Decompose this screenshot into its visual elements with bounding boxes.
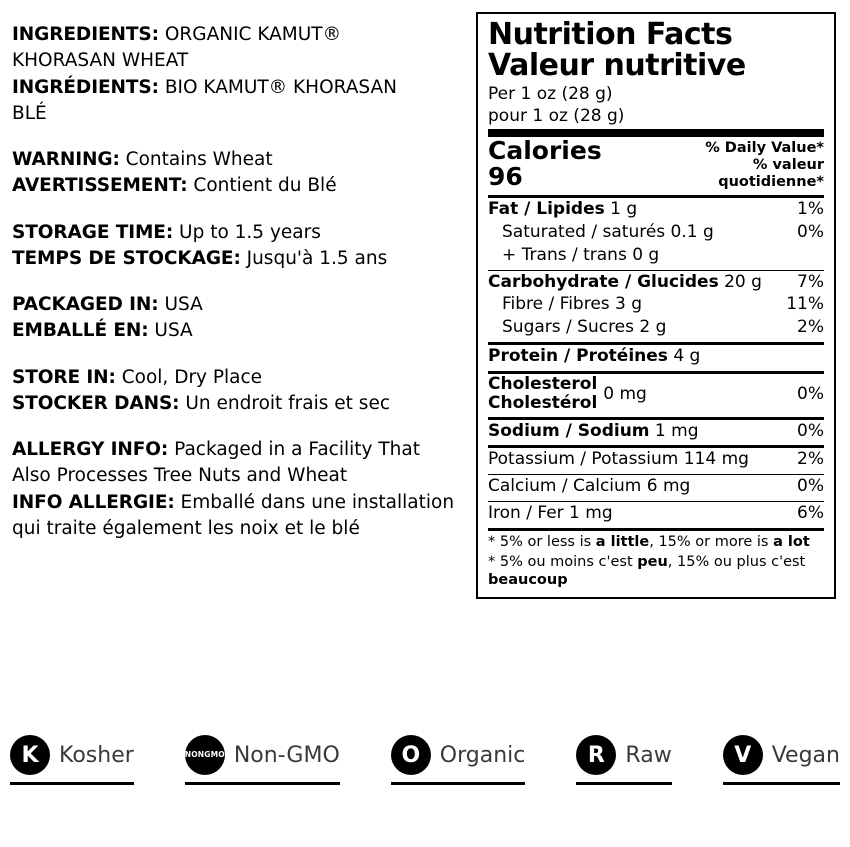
badge-underline — [723, 782, 840, 785]
product-info-panel — [12, 22, 462, 562]
daily-value-header — [644, 140, 824, 190]
protein-row — [488, 345, 824, 368]
info-line — [12, 22, 462, 48]
footnote-en-bold-1: a little — [595, 533, 650, 550]
nutrient-row-fat — [488, 198, 824, 221]
badge-label: Organic — [439, 742, 526, 768]
badge-underline — [391, 782, 526, 785]
info-line — [12, 75, 462, 101]
badge-vegan — [723, 735, 840, 775]
mineral-label: Potassium / Potassium 114 mg — [488, 449, 749, 470]
badge-underline — [10, 782, 134, 785]
nutrient-dv: 0% — [797, 222, 824, 243]
info-label: STORE IN: — [12, 366, 116, 388]
info-value: BLÉ — [12, 102, 47, 124]
mineral-row-iron — [488, 502, 824, 525]
badge-label: Raw — [625, 742, 672, 768]
cholesterol-amount: 0 mg — [603, 383, 647, 404]
nutrient-dv: 7% — [797, 271, 824, 292]
info-line — [12, 318, 462, 344]
nutrient-label: Fibre / Fibres 3 g — [502, 294, 643, 315]
nutrient-row-carbohydrate — [488, 271, 824, 294]
info-block-allergy-info — [12, 437, 462, 542]
nutrient-row-saturated — [488, 221, 824, 244]
daily-value-fr: % valeur quotidienne* — [718, 157, 824, 190]
nutrition-title-en: Nutrition Facts — [488, 17, 733, 52]
nutrient-rows — [488, 198, 824, 338]
badge-non-gmo — [185, 735, 340, 775]
badge-organic — [391, 735, 526, 775]
info-value: qui traite également les noix et le blé — [12, 517, 360, 539]
calories-row — [488, 137, 824, 193]
info-value: KHORASAN WHEAT — [12, 50, 189, 72]
nutrient-row-fibre — [488, 293, 824, 316]
info-value: BIO KAMUT® KHORASAN — [158, 76, 397, 98]
serving-size-en: Per 1 oz (28 g) — [488, 83, 613, 104]
info-line — [12, 220, 462, 246]
info-line — [12, 365, 462, 391]
cholesterol-label-en: Cholesterol — [488, 373, 598, 394]
nutrient-row-sugars — [488, 316, 824, 339]
info-block-store-in — [12, 365, 462, 418]
daily-value-en: % Daily Value* — [705, 140, 824, 157]
nutrient-label: Saturated / saturés 0.1 g — [502, 222, 714, 243]
nutrient-label: Sugars / Sucres 2 g — [502, 317, 667, 338]
badge-raw — [576, 735, 671, 775]
nutrition-title-fr: Valeur nutritive — [488, 47, 746, 83]
sodium-dv: 0% — [797, 420, 824, 441]
info-line — [12, 173, 462, 199]
protein-label: Protein / Protéines — [488, 345, 668, 366]
badge-content — [10, 735, 134, 775]
info-line — [12, 246, 462, 272]
footnote-en-mid: , 15% or more is — [649, 533, 774, 550]
vegan-icon: V — [723, 735, 763, 775]
badge-content — [576, 735, 671, 775]
info-label: STORAGE TIME: — [12, 221, 174, 243]
footnote-fr-bold-2: beaucoup — [488, 571, 568, 588]
organic-icon: O — [391, 735, 431, 775]
footnote-en — [488, 531, 824, 551]
nutrient-dv: 1% — [797, 199, 824, 220]
mineral-rows — [488, 448, 824, 524]
info-line — [12, 437, 462, 463]
info-value: USA — [158, 294, 203, 316]
nutrient-amount: 1 g — [604, 199, 638, 220]
info-value: Also Processes Tree Nuts and Wheat — [12, 465, 348, 487]
certification-badges — [10, 735, 840, 775]
info-value: Cool, Dry Place — [115, 366, 263, 388]
info-label: TEMPS DE STOCKAGE: — [12, 247, 241, 269]
footnote-fr-mid: , 15% ou plus c'est — [667, 553, 806, 570]
non-gmo-icon: NON GMO — [185, 735, 225, 775]
info-label: AVERTISSEMENT: — [12, 175, 188, 197]
nutrient-label: Carbohydrate / Glucides 20 g — [488, 271, 762, 292]
footnote-fr-pre: * 5% ou moins c'est — [488, 553, 638, 570]
info-line — [12, 101, 462, 127]
info-block-ingredients — [12, 22, 462, 127]
info-label: EMBALLÉ EN: — [12, 320, 149, 342]
info-block-warning — [12, 147, 462, 200]
badge-underline — [576, 782, 671, 785]
nutrient-dv: 11% — [786, 294, 824, 315]
mineral-dv: 0% — [797, 476, 824, 497]
info-line — [12, 490, 462, 516]
info-value: ORGANIC KAMUT® — [158, 24, 342, 45]
info-value: Up to 1.5 years — [173, 221, 321, 243]
info-label: WARNING: — [12, 149, 120, 171]
cholesterol-label-fr: Cholestérol — [488, 392, 598, 413]
info-value: Packaged in a Facility That — [168, 439, 420, 461]
badge-kosher — [10, 735, 134, 775]
cholesterol-row — [488, 374, 824, 414]
mineral-dv: 2% — [797, 449, 824, 470]
badge-underline — [185, 782, 340, 785]
info-label: STOCKER DANS: — [12, 392, 180, 414]
badge-content — [391, 735, 526, 775]
nutrition-facts-panel — [476, 12, 836, 599]
mineral-dv: 6% — [797, 502, 824, 523]
footnote-en-bold-2: a lot — [773, 533, 810, 550]
mineral-label: Calcium / Calcium 6 mg — [488, 476, 691, 497]
protein-amount: 4 g — [667, 345, 701, 366]
mineral-label: Iron / Fer 1 mg — [488, 502, 613, 523]
footnote-fr — [488, 551, 824, 589]
info-label: INFO ALLERGIE: — [12, 491, 175, 513]
footnote-en-pre: * 5% or less is — [488, 533, 596, 550]
nutrient-label: Fat / Lipides 1 g — [488, 199, 638, 220]
info-value: Emballé dans une installation — [174, 491, 455, 513]
nutrient-dv: 2% — [797, 317, 824, 338]
badge-label: Non-GMO — [233, 742, 340, 768]
nutrient-label: + Trans / trans 0 g — [502, 244, 660, 265]
info-line — [12, 48, 462, 74]
sodium-label: Sodium / Sodium — [488, 420, 650, 441]
mineral-row-calcium — [488, 475, 824, 498]
nutrient-amount: 20 g — [718, 271, 762, 292]
info-block-packaged-in — [12, 292, 462, 345]
info-value: Jusqu'à 1.5 ans — [240, 247, 388, 269]
sodium-row — [488, 420, 824, 443]
info-value: USA — [148, 320, 193, 342]
info-label: ALLERGY INFO: — [12, 439, 169, 461]
kosher-icon: K — [10, 735, 50, 775]
badge-content — [723, 735, 840, 775]
info-line — [12, 516, 462, 542]
serving-size-fr: pour 1 oz (28 g) — [488, 105, 625, 126]
info-line — [12, 391, 462, 417]
info-value: Contient du Blé — [187, 175, 337, 197]
badge-label: Vegan — [771, 742, 840, 768]
info-label: PACKAGED IN: — [12, 294, 159, 316]
footnote-fr-bold-1: peu — [637, 553, 668, 570]
calories-value: Calories 96 — [488, 135, 602, 192]
badge-label: Kosher — [59, 742, 134, 768]
cholesterol-dv: 0% — [797, 383, 824, 404]
badge-content — [185, 735, 340, 775]
info-label: INGRÉDIENTS: — [12, 76, 159, 98]
info-value: Un endroit frais et sec — [179, 392, 390, 414]
info-block-storage-time — [12, 220, 462, 273]
nutrient-row-trans — [488, 244, 824, 267]
info-line — [12, 292, 462, 318]
info-value: Contains Wheat — [119, 149, 273, 171]
info-line — [12, 147, 462, 173]
info-label: INGREDIENTS: — [12, 24, 159, 45]
sodium-amount: 1 mg — [649, 420, 699, 441]
info-line — [12, 463, 462, 489]
mineral-row-potassium — [488, 448, 824, 471]
raw-icon: R — [576, 735, 616, 775]
